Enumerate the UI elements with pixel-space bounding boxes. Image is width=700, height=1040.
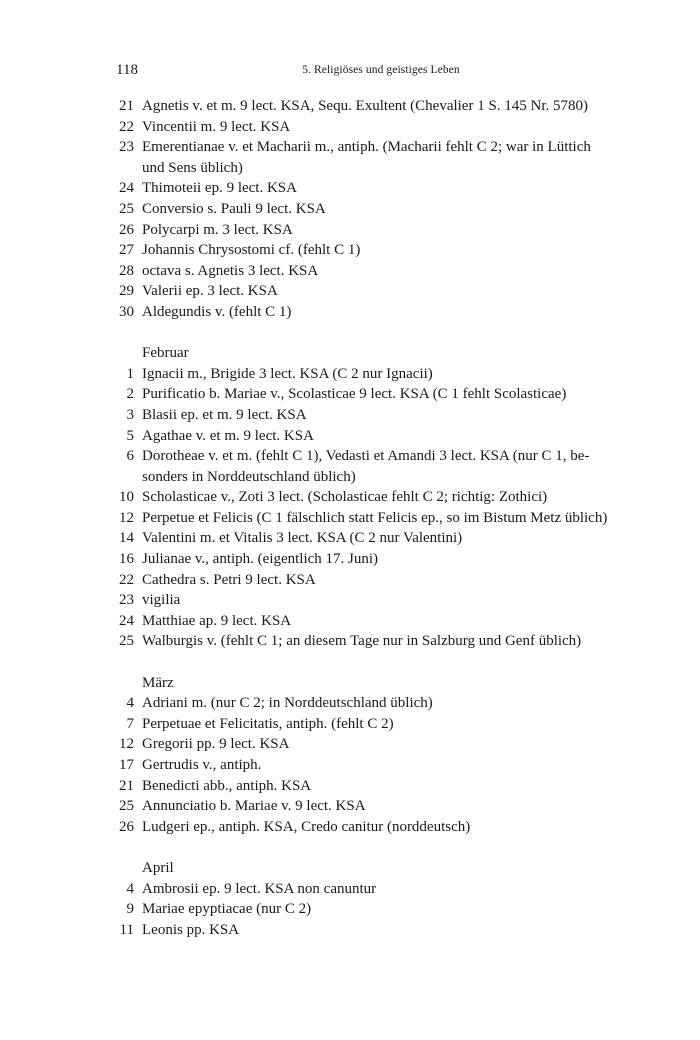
entry-text: Leonis pp. KSA [142,921,240,938]
entry-text: Ludgeri ep., antiph. KSA, Credo canitur (norddeutsch) [142,818,471,835]
entry-day: 25 [119,798,134,815]
calendar-entry [104,178,654,199]
calendar-entry [104,508,654,529]
calendar-entry [104,405,654,426]
entry-day: 1 [126,365,134,382]
calendar-entry [104,776,654,797]
entry-day: 14 [119,530,134,547]
page-header [116,62,646,82]
entry-text: Matthiae ap. 9 lect. KSA [142,612,292,629]
entry-text: Walburgis v. (fehlt C 1; an diesem Tage nur in Salzburg und Genf üblich) [142,633,582,650]
month-section [104,673,654,838]
calendar-entry [104,302,654,323]
entry-text: Valerii ep. 3 lect. KSA [142,283,278,300]
calendar-entry [104,117,654,138]
entry-day: 25 [119,633,134,650]
entry-day: 7 [126,715,134,732]
entry-text: Perpetue et Felicis (C 1 fälschlich statt Felicis ep., so im Bistum Metz üblich) [142,509,608,526]
calendar-entry [104,549,654,570]
page-number: 118 [116,62,138,78]
month-heading: März [142,674,174,691]
entry-day: 21 [119,777,134,794]
entry-day: 17 [119,757,134,773]
entry-text: Johannis Chrysostomi cf. (fehlt C 1) [142,242,361,259]
entry-text: Vincentii m. 9 lect. KSA [142,118,291,135]
entry-day: 2 [126,386,134,403]
entry-text: Ignacii m., Brigide 3 lect. KSA (C 2 nur Ignacii) [142,365,433,382]
calendar-entry [104,899,654,920]
entry-day: 10 [119,489,134,506]
entry-day: 24 [119,612,134,629]
entry-text: Gertrudis v., antiph. [142,757,262,773]
month-heading: April [142,859,174,876]
entry-day: 26 [119,818,134,835]
entry-day: 9 [126,901,134,918]
calendar-entry [104,796,654,817]
entry-text: Emerentianae v. et Macharii m., antiph. (Macharii fehlt C 2; war in Lüttich und Sens üblich) [142,139,591,176]
calendar-entry [104,611,654,632]
entry-day: 23 [119,139,134,156]
calendar-entry [104,714,654,735]
entry-day: 6 [126,448,134,465]
calendar-entry [104,755,654,776]
calendar-entry [104,446,654,487]
entry-day: 27 [119,242,134,259]
entry-day: 4 [126,695,134,712]
month-section [104,858,654,940]
calendar-entry [104,817,654,838]
month-section [104,343,654,652]
calendar-entry [104,96,654,117]
entry-text: Polycarpi m. 3 lect. KSA [142,221,293,238]
calendar-entry [104,426,654,447]
calendar-entry [104,879,654,900]
calendar-entry [104,261,654,282]
calendar-entry [104,487,654,508]
calendar-entry [104,528,654,549]
entry-text: Aldegundis v. (fehlt C 1) [142,303,292,320]
entry-day: 26 [119,221,134,238]
entry-day: 30 [119,303,134,320]
entry-day: 24 [119,180,134,197]
entry-text: Annunciatio b. Mariae v. 9 lect. KSA [142,798,366,815]
entry-day: 4 [126,880,134,897]
entry-text: Benedicti abb., antiph. KSA [142,777,312,794]
calendar-entry [104,220,654,241]
calendar-entry [104,281,654,302]
entry-text: octava s. Agnetis 3 lect. KSA [142,262,319,279]
calendar-entry [104,240,654,261]
entry-day: 22 [119,571,134,588]
entry-day: 23 [119,592,134,609]
entry-text: Purificatio b. Mariae v., Scolasticae 9 lect. KSA (C 1 fehlt Scolasticae) [142,386,567,403]
calendar-entry [104,631,654,652]
entry-day: 22 [119,118,134,135]
entry-text: Blasii ep. et m. 9 lect. KSA [142,406,307,423]
entry-text: Agnetis v. et m. 9 lect. KSA, Sequ. Exultent (Chevalier 1 S. 145 Nr. 5780) [142,98,589,114]
entry-day: 5 [126,427,134,444]
entry-day: 16 [119,551,134,568]
calendar-entry [104,920,654,941]
calendar-list [104,96,654,940]
running-head: 5. Religiöses und geistiges Leben [302,64,460,76]
calendar-entry [104,693,654,714]
entry-text: Perpetuae et Felicitatis, antiph. (fehlt C 2) [142,715,394,732]
entry-day: 12 [119,509,134,526]
entry-text: Mariae epyptiacae (nur C 2) [142,901,312,918]
entry-day: 21 [119,98,134,114]
calendar-entry [104,137,654,178]
calendar-entry [104,570,654,591]
entry-text: Cathedra s. Petri 9 lect. KSA [142,571,316,588]
entry-day: 25 [119,200,134,217]
entry-text: Scholasticae v., Zoti 3 lect. (Scholasticae fehlt C 2; richtig: Zothici) [142,489,548,506]
month-heading: Februar [142,345,189,362]
entry-text: Julianae v., antiph. (eigentlich 17. Juni) [142,551,379,568]
calendar-entry [104,364,654,385]
calendar-entry [104,199,654,220]
entry-text: Dorotheae v. et m. (fehlt C 1), Vedasti et Amandi 3 lect. KSA (nur C 1, be- sonders in Norddeutschland üblich) [142,448,590,485]
calendar-entry [104,734,654,755]
entry-text: Agathae v. et m. 9 lect. KSA [142,427,314,444]
entry-day: 3 [126,406,134,423]
entry-text: Ambrosii ep. 9 lect. KSA non canuntur [142,880,377,897]
month-section [104,96,654,323]
entry-day: 29 [119,283,134,300]
entry-day: 12 [119,736,134,753]
entry-text: vigilia [142,592,181,609]
calendar-entry [104,590,654,611]
entry-text: Valentini m. et Vitalis 3 lect. KSA (C 2 nur Valentini) [142,530,463,547]
entry-day: 11 [119,921,134,938]
entry-text: Gregorii pp. 9 lect. KSA [142,736,290,753]
entry-text: Conversio s. Pauli 9 lect. KSA [142,200,326,217]
calendar-entry [104,384,654,405]
entry-text: Thimoteii ep. 9 lect. KSA [142,180,297,197]
entry-day: 28 [119,262,134,279]
entry-text: Adriani m. (nur C 2; in Norddeutschland üblich) [142,695,433,712]
